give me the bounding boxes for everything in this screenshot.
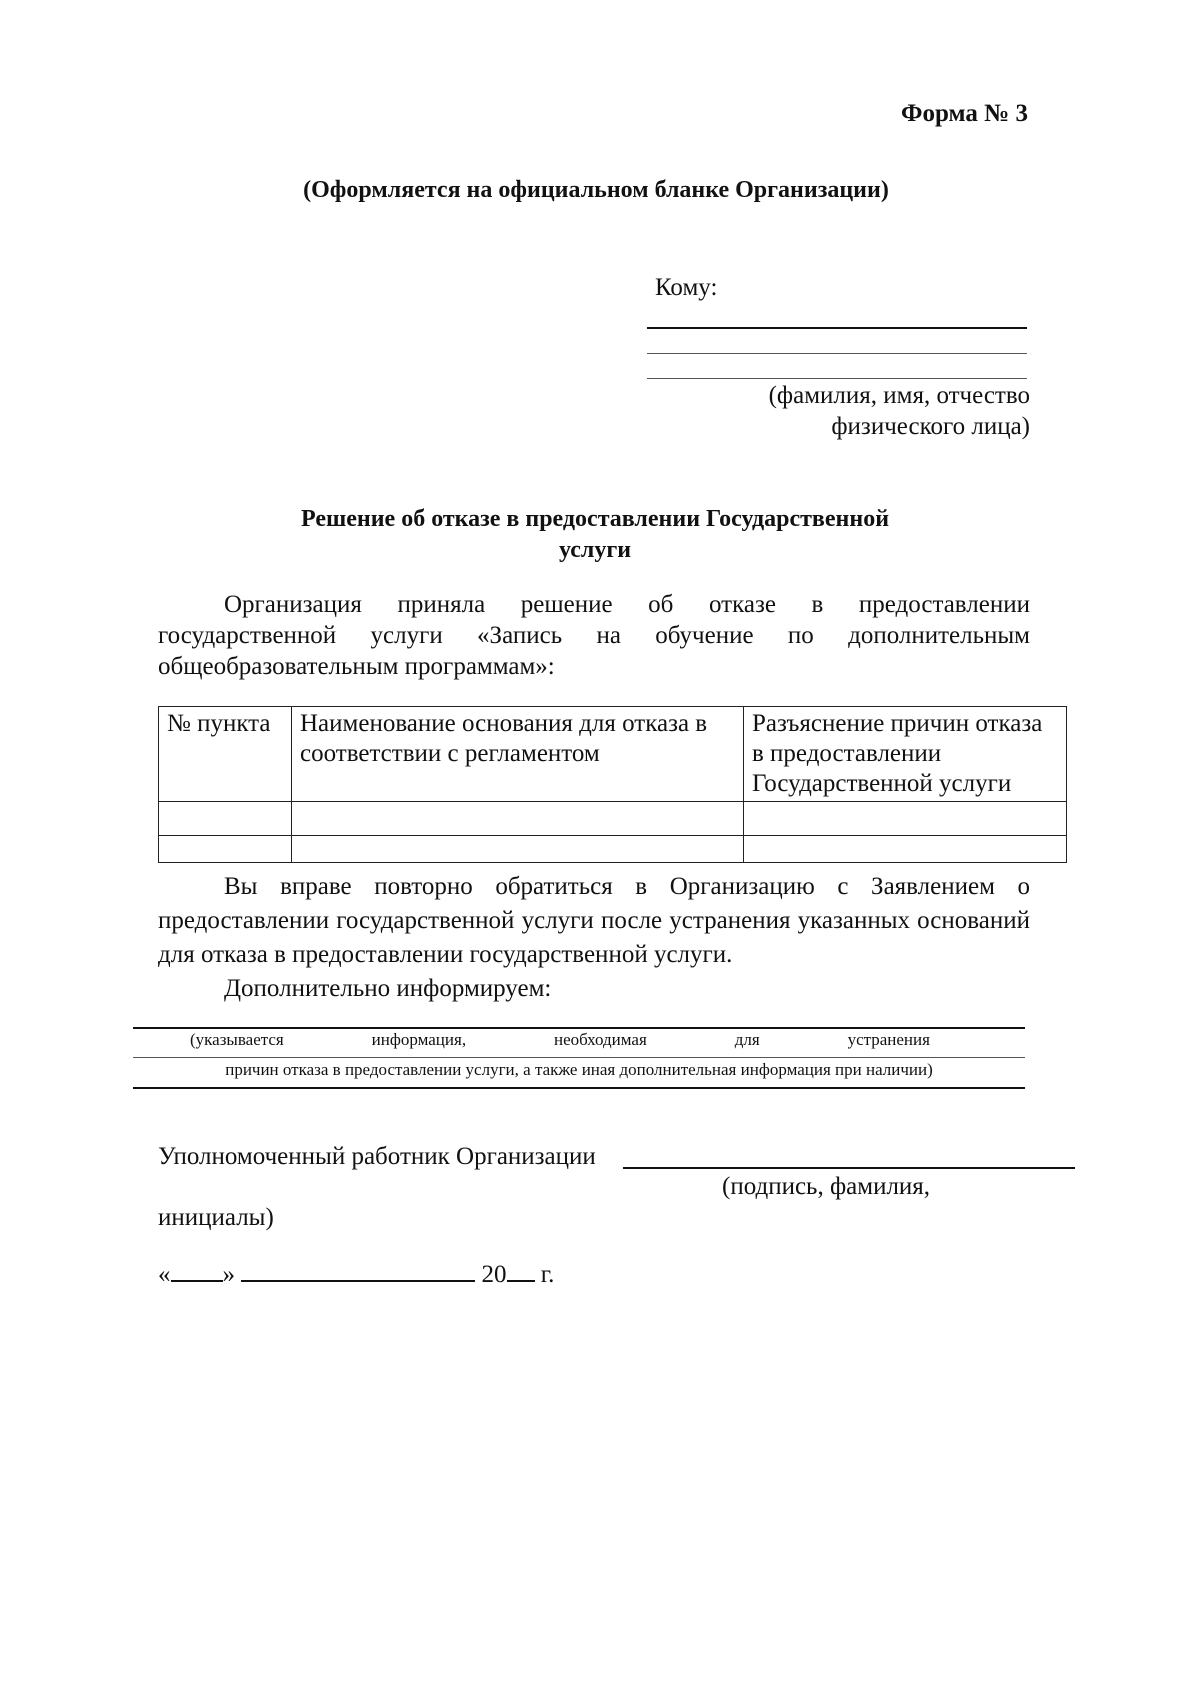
table-cell[interactable] bbox=[292, 836, 744, 863]
date-day-blank[interactable] bbox=[171, 1258, 223, 1282]
refusal-grounds-table bbox=[158, 706, 1067, 863]
additional-info-line-1[interactable] bbox=[133, 1027, 1025, 1029]
additional-info bbox=[158, 973, 1030, 1004]
table-header-row bbox=[159, 707, 1067, 802]
additional-info-line-3[interactable] bbox=[133, 1087, 1025, 1089]
decision-title-line2: услуги bbox=[558, 537, 632, 563]
table-cell[interactable] bbox=[744, 802, 1067, 836]
caption-word: устранения bbox=[847, 1030, 930, 1049]
additional-info-label: Дополнительно информируем: bbox=[224, 975, 552, 1002]
intro-paragraph bbox=[158, 589, 1030, 682]
reapply-paragraph-text: Вы вправе повторно обратиться в Организацию с Заявлением о предоставлении государственной услуги после устранения указанных оснований для отказа в предоставлении государственной услуги. bbox=[158, 873, 1030, 968]
caption-word: (указывается bbox=[190, 1030, 284, 1049]
additional-info-line-2[interactable] bbox=[133, 1057, 1025, 1058]
table-cell[interactable] bbox=[744, 836, 1067, 863]
header-ground-name: Наименование основания для отказа в соответствии с регламентом bbox=[292, 707, 744, 802]
caption-word: для bbox=[734, 1030, 760, 1049]
header-item-number: № пункта bbox=[159, 707, 292, 802]
table-row bbox=[159, 802, 1067, 836]
reapply-paragraph bbox=[158, 870, 1030, 972]
date-month-blank[interactable] bbox=[241, 1258, 475, 1282]
addressee-line-2[interactable] bbox=[647, 353, 1027, 354]
date-year-prefix: 20 bbox=[481, 1261, 507, 1288]
blank-note: (Оформляется на официальном бланке Организации) bbox=[303, 177, 889, 203]
addressee-line-1[interactable] bbox=[647, 327, 1027, 329]
addressee-label: Кому: bbox=[655, 274, 718, 301]
decision-title bbox=[195, 504, 995, 566]
form-number: Форма № 3 bbox=[901, 100, 1028, 127]
caption-word: информация, bbox=[371, 1030, 467, 1049]
table-row bbox=[159, 836, 1067, 863]
date-close-quote: » bbox=[222, 1261, 235, 1288]
table-cell[interactable] bbox=[159, 836, 292, 863]
intro-paragraph-text: Организация приняла решение об отказе в предоставлении государственной услуги «Запись на обучение по дополнительным общеобразовательным программам»: bbox=[158, 591, 1030, 680]
additional-caption-line2: причин отказа в предоставлении услуги, а также иная дополнительная информация при наличии) bbox=[225, 1060, 933, 1079]
addressee-caption-line1: (фамилия, имя, отчество bbox=[768, 382, 1030, 409]
signature-caption-line2: инициалы) bbox=[158, 1204, 274, 1231]
addressee-line-3[interactable] bbox=[647, 378, 1027, 379]
signature-caption-line1: (подпись, фамилия, bbox=[722, 1173, 931, 1200]
date-year-suffix: г. bbox=[540, 1261, 555, 1288]
caption-word: необходимая bbox=[554, 1030, 647, 1049]
table-cell[interactable] bbox=[292, 802, 744, 836]
date-year-blank[interactable] bbox=[507, 1258, 535, 1282]
date-line bbox=[158, 1258, 554, 1289]
signer-label: Уполномоченный работник Организации bbox=[158, 1143, 596, 1170]
decision-title-line1: Решение об отказе в предоставлении Государственной bbox=[300, 506, 890, 532]
header-explanation: Разъяснение причин отказа в предоставлении Государственной услуги bbox=[744, 707, 1067, 802]
signature-line[interactable] bbox=[623, 1167, 1075, 1169]
date-open-quote: « bbox=[158, 1261, 171, 1288]
table-cell[interactable] bbox=[159, 802, 292, 836]
additional-caption-line1 bbox=[190, 1030, 930, 1050]
addressee-caption-line2: физического лица) bbox=[831, 413, 1030, 440]
addressee-caption bbox=[640, 380, 1030, 442]
